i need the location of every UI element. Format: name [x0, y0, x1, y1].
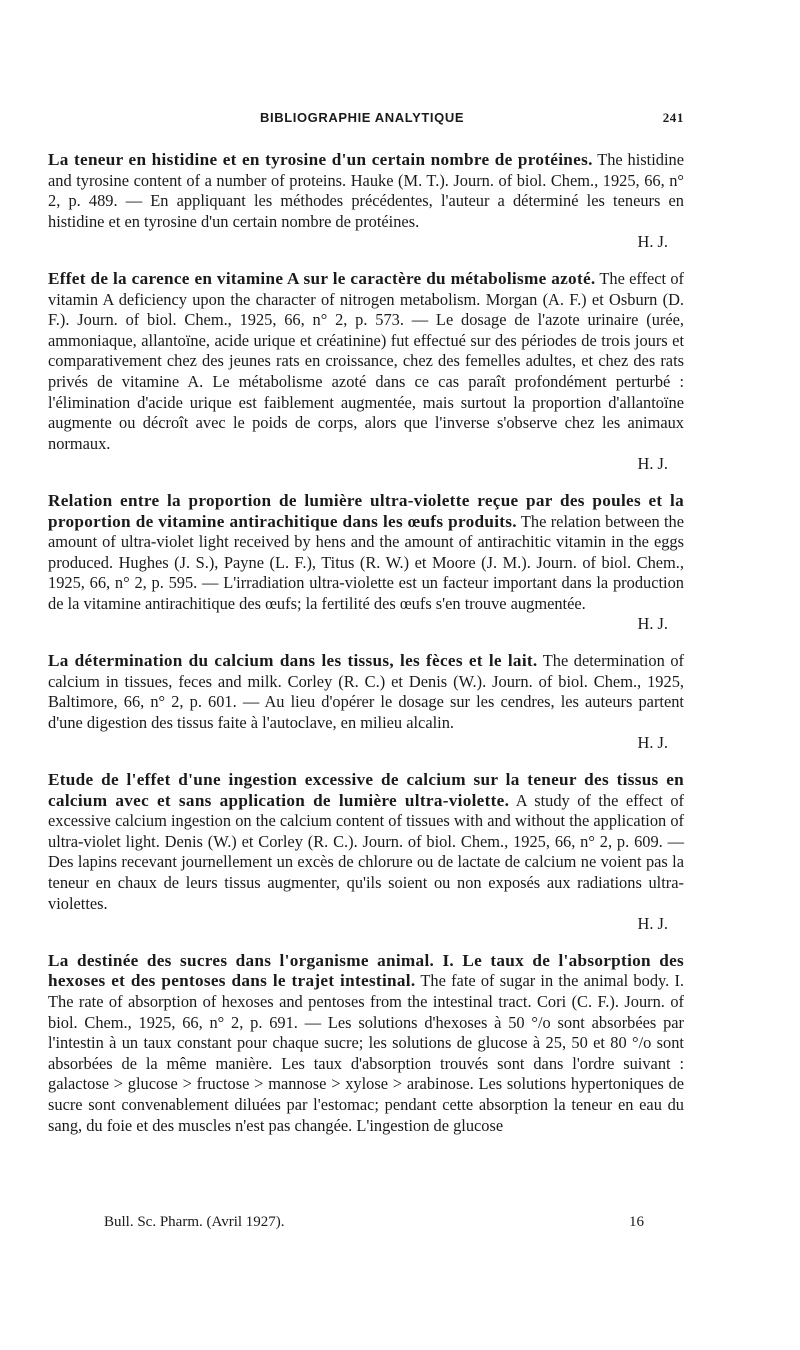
- abstract-entry: [48, 951, 684, 1136]
- page-footer: [104, 1214, 644, 1231]
- entry-body: The determination of calcium in tissues, feces and milk. Corley (R. C.) et Denis (W.). Journ. of biol. Chem., 1925, Baltimore, 66, n° 2, p. 601. — Au lieu d'opérer le dosage sur les cendres, les auteurs partent d'une digestion des tissus faite à l'autoclave, en milieu alcalin.: [48, 651, 684, 732]
- abstract-entry: [48, 269, 684, 475]
- entry-title: La destinée des sucres dans l'organisme animal. I. Le taux de l'absorption des hexoses et des pentoses dans le trajet intestinal.: [48, 950, 684, 991]
- entry-title: Effet de la carence en vitamine A sur le caractère du métabolisme azoté.: [48, 268, 596, 288]
- entry-body: The relation between the amount of ultra-violet light received by hens and the amount of antirachitic vitamin in the eggs produced. Hughes (J. S.), Payne (L. F.), Titus (R. W.) et Moore (J. M.). Journ. of biol. Chem., 1925, 66, n° 2, p. 595. — L'irradiation ultra-violette est un facteur important dans la production de la vitamine antirachitique des œufs; la fertilité des œufs s'en trouve augmentée.: [48, 511, 685, 613]
- entry-signature: H. J.: [637, 733, 668, 753]
- abstract-entry: [48, 651, 684, 754]
- page-number: 241: [662, 110, 684, 125]
- entry-signature: H. J.: [637, 614, 668, 634]
- abstract-entry: [48, 770, 684, 935]
- entry-body: The effect of vitamin A deficiency upon the character of nitrogen metabolism. Morgan (A. F.) et Osburn (D. F.). Journ. of biol. Chem., 1925, 66, n° 2, p. 573. — Le dosage de l'azote urinaire (urée, ammoniaque, allantoïne, acide urique et créatinine) fut effectué sur des périodes de trois jours et comparativement chez des jeunes rats en croissance, chez des femelles adultes, et chez des rats privés de vitamine A. Le métabolisme azoté dans ce cas paraît profondément perturbé : l'élimination d'acide urique est faiblement augmentée, mais surtout la proportion d'allantoïne augmente ou décroît avec le poids de corps, alors que l'inverse s'observe chez les animaux normaux.: [48, 268, 684, 453]
- footer-signature-number: 16: [629, 1214, 644, 1230]
- page-body: [48, 110, 684, 1136]
- running-head-title: BIBLIOGRAPHIE ANALYTIQUE: [260, 110, 465, 125]
- abstract-entry: [48, 491, 684, 635]
- running-head: [260, 110, 684, 134]
- entry-title: Relation entre la proportion de lumière ultra-violette reçue par des poules et la proportion de vitamine antirachitique dans les œufs produits.: [48, 490, 684, 531]
- entry-signature: H. J.: [637, 454, 668, 474]
- entry-body: The fate of sugar in the animal body. I. The rate of absorption of hexoses and pentoses from the intestinal tract. Cori (C. F.). Journ. of biol. Chem., 1925, 66, n° 2, p. 691. — Les solutions d'hexoses à 50 °/o sont absorbées par l'intestin à un taux constant pour chaque sucre; les solutions de glucose à 25, 50 et 80 °/o sont absorbées de la même manière. Les taux d'absorption trouvés sont dans l'ordre suivant : galactose > glucose > fructose > mannose > xylose > arabinose. Les solutions hypertoniques de sucre sont convenablement diluées par l'estomac; pendant cette absorption la teneur en eau du sang, du foie et des muscles n'est pas changée. L'ingestion de glucose: [48, 971, 684, 1135]
- footer-journal: Bull. Sc. Pharm. (Avril 1927).: [104, 1214, 285, 1230]
- entry-body: The histidine and tyrosine content of a number of proteins. Hauke (M. T.). Journ. of biol. Chem., 1925, 66, n° 2, p. 489. — En appliquant les méthodes précédentes, l'auteur a déterminé les teneurs en histidine et en tyrosine d'un certain nombre de protéines.: [48, 150, 684, 231]
- entry-title: La détermination du calcium dans les tissus, les fèces et le lait.: [48, 651, 538, 671]
- entry-signature: H. J.: [637, 914, 668, 934]
- entry-signature: H. J.: [637, 232, 668, 252]
- entry-title: La teneur en histidine et en tyrosine d'un certain nombre de protéines.: [48, 150, 593, 169]
- entry-title: Etude de l'effet d'une ingestion excessive de calcium sur la teneur des tissus en calcium avec et sans application de lumière ultra-violette.: [48, 770, 684, 810]
- entry-body: A study of the effect of excessive calcium ingestion on the calcium content of tissues with and without the application of ultra-violet light. Denis (W.) et Corley (R. C.). Journ. of biol. Chem., 1925, 66, n° 2, p. 609. — Des lapins recevant journellement un excès de chlorure ou de lactate de calcium ne voient pas la teneur en chaux de leurs tissus augmenter, qu'ils soient ou non exposés aux radiations ultra-violettes.: [48, 790, 684, 913]
- abstract-entry: [48, 150, 684, 253]
